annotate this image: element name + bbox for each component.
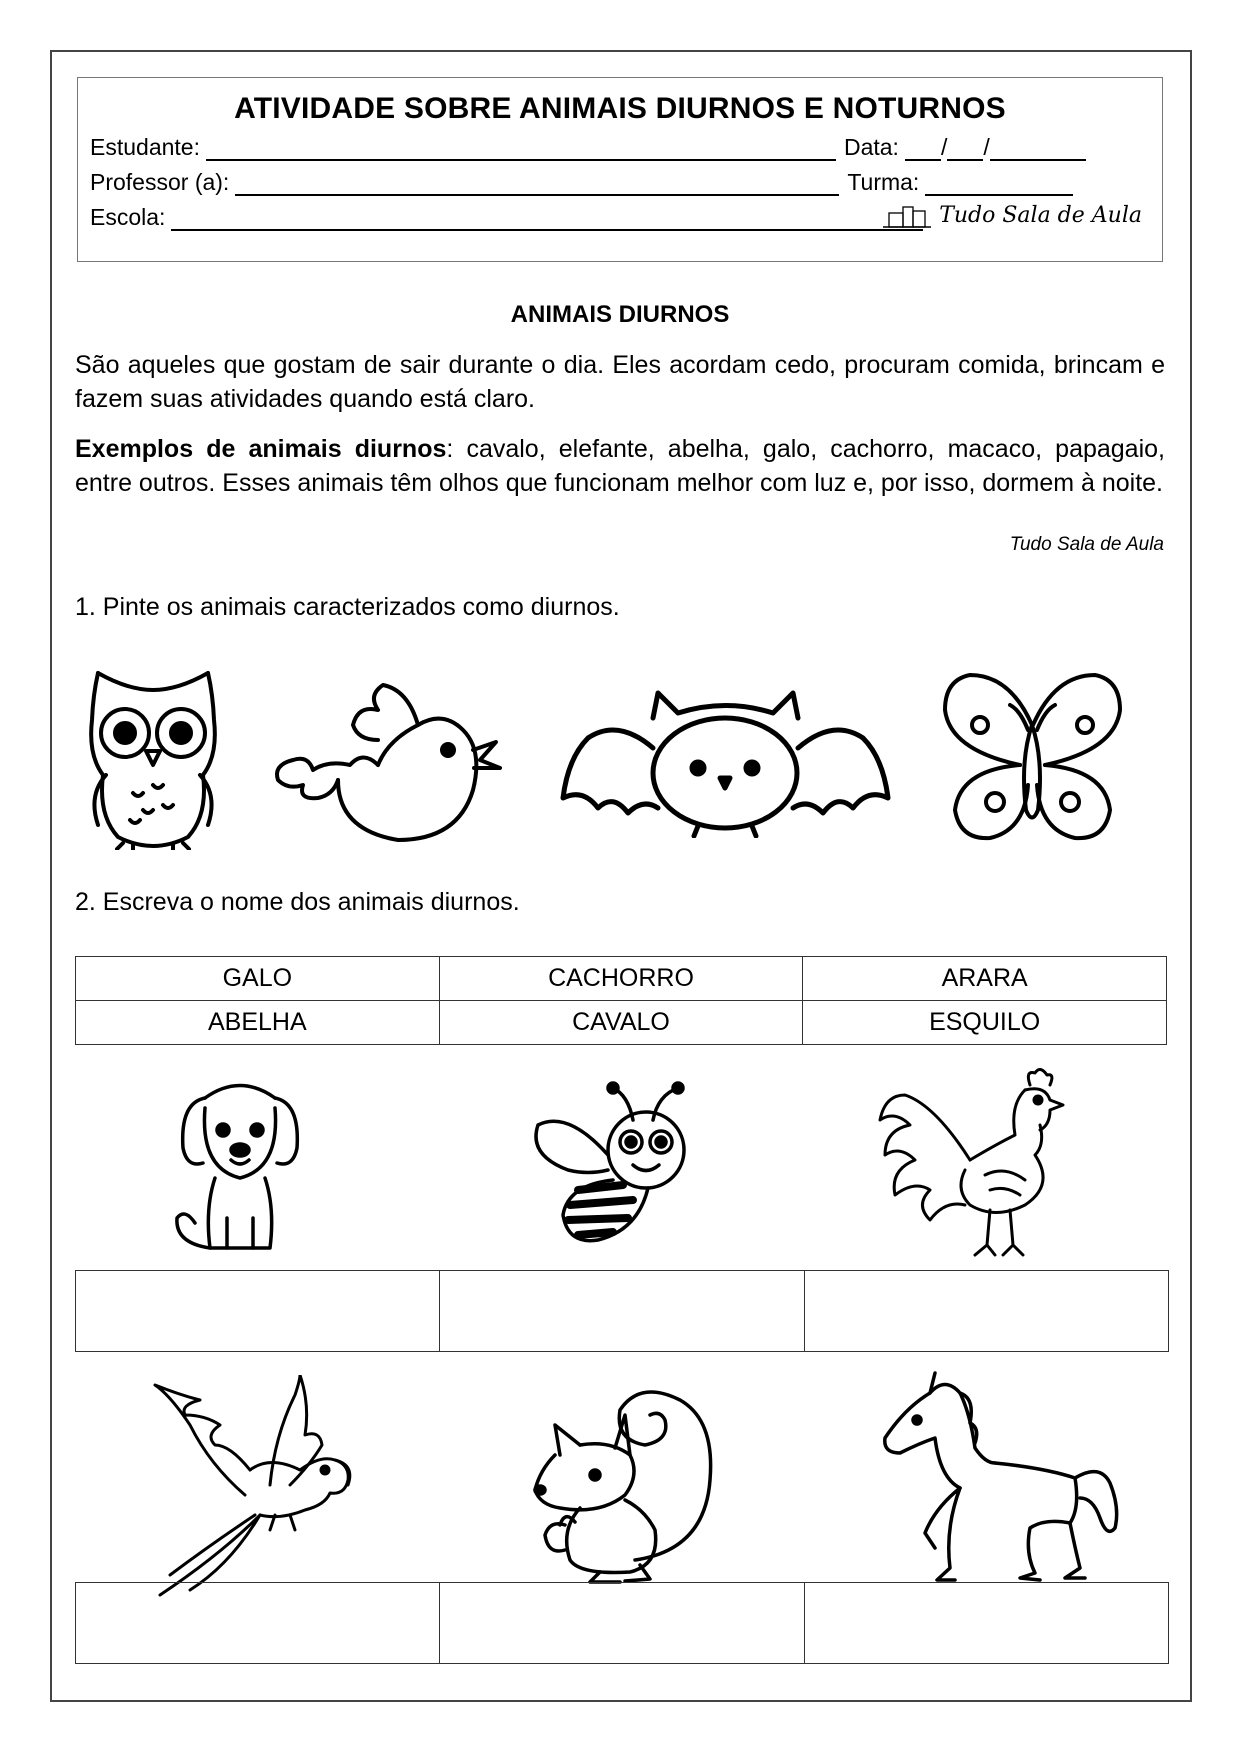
date-label: Data: xyxy=(843,134,899,160)
rooster-icon xyxy=(875,1065,1065,1260)
owl-icon[interactable] xyxy=(78,665,228,850)
bird-icon[interactable] xyxy=(268,670,513,845)
answer-cell[interactable] xyxy=(805,1271,1168,1351)
answer-cell[interactable] xyxy=(440,1583,804,1663)
word-bank-table xyxy=(75,956,1167,1045)
date-separator: / xyxy=(983,134,990,160)
word-bank-cell: ESQUILO xyxy=(803,1001,1167,1045)
examples-paragraph xyxy=(75,432,1165,500)
student-label: Estudante: xyxy=(90,134,200,160)
date-year-blank[interactable] xyxy=(990,139,1086,161)
class-label: Turma: xyxy=(847,169,920,195)
school-line[interactable] xyxy=(90,204,923,231)
date-day-blank[interactable] xyxy=(905,139,941,161)
answer-cell[interactable] xyxy=(805,1583,1168,1663)
word-bank-row xyxy=(76,957,1167,1001)
question-1: 1. Pinte os animais caracterizados como diurnos. xyxy=(75,593,620,621)
header-box xyxy=(77,77,1163,262)
word-bank-row xyxy=(76,1001,1167,1045)
date-separator: / xyxy=(940,134,948,160)
teacher-blank[interactable] xyxy=(235,174,839,196)
word-bank-cell: CAVALO xyxy=(439,1001,803,1045)
question-2: 2. Escreva o nome dos animais diurnos. xyxy=(75,888,520,916)
bat-icon[interactable] xyxy=(558,688,893,838)
date-month-blank[interactable] xyxy=(947,139,983,161)
book-stack-icon xyxy=(881,201,933,229)
word-bank-cell: ABELHA xyxy=(76,1001,440,1045)
horse-icon xyxy=(875,1368,1125,1588)
section-title: ANIMAIS DIURNOS xyxy=(510,301,730,328)
dog-icon xyxy=(165,1068,315,1258)
logo xyxy=(881,201,1142,229)
examples-heading: Exemplos de animais diurnos xyxy=(75,435,447,463)
worksheet-title: ATIVIDADE SOBRE ANIMAIS DIURNOS E NOTURNOS xyxy=(234,92,1006,125)
answer-cell[interactable] xyxy=(440,1271,804,1351)
word-bank-cell: CACHORRO xyxy=(439,957,803,1001)
butterfly-icon[interactable] xyxy=(940,670,1125,845)
class-blank[interactable] xyxy=(925,174,1073,196)
answer-row xyxy=(75,1582,1169,1664)
answer-cell[interactable] xyxy=(76,1271,440,1351)
student-line[interactable] xyxy=(90,134,1086,161)
intro-paragraph: São aqueles que gostam de sair durante o dia. Eles acordam cedo, procuram comida, brincam e fazem suas atividades quando está claro. xyxy=(75,351,1165,413)
credit: Tudo Sala de Aula xyxy=(1009,534,1164,555)
answer-row xyxy=(75,1270,1169,1352)
word-bank-cell: GALO xyxy=(76,957,440,1001)
school-blank[interactable] xyxy=(171,209,923,231)
examples-text: : cavalo, elefante, abelha, galo, cachorro, macaco, papagaio, entre outros. Esses animais têm olhos que funcionam melhor com luz e, por isso, dormem à noite. xyxy=(75,435,1165,497)
word-bank-cell: ARARA xyxy=(803,957,1167,1001)
squirrel-icon xyxy=(520,1360,720,1590)
teacher-line[interactable] xyxy=(90,169,1073,196)
student-blank[interactable] xyxy=(206,139,836,161)
teacher-label: Professor (a): xyxy=(90,169,230,195)
logo-text: Tudo Sala de Aula xyxy=(939,202,1142,228)
bee-icon xyxy=(528,1080,703,1250)
answer-cell[interactable] xyxy=(76,1583,440,1663)
school-label: Escola: xyxy=(90,204,166,230)
macaw-icon xyxy=(150,1375,355,1600)
